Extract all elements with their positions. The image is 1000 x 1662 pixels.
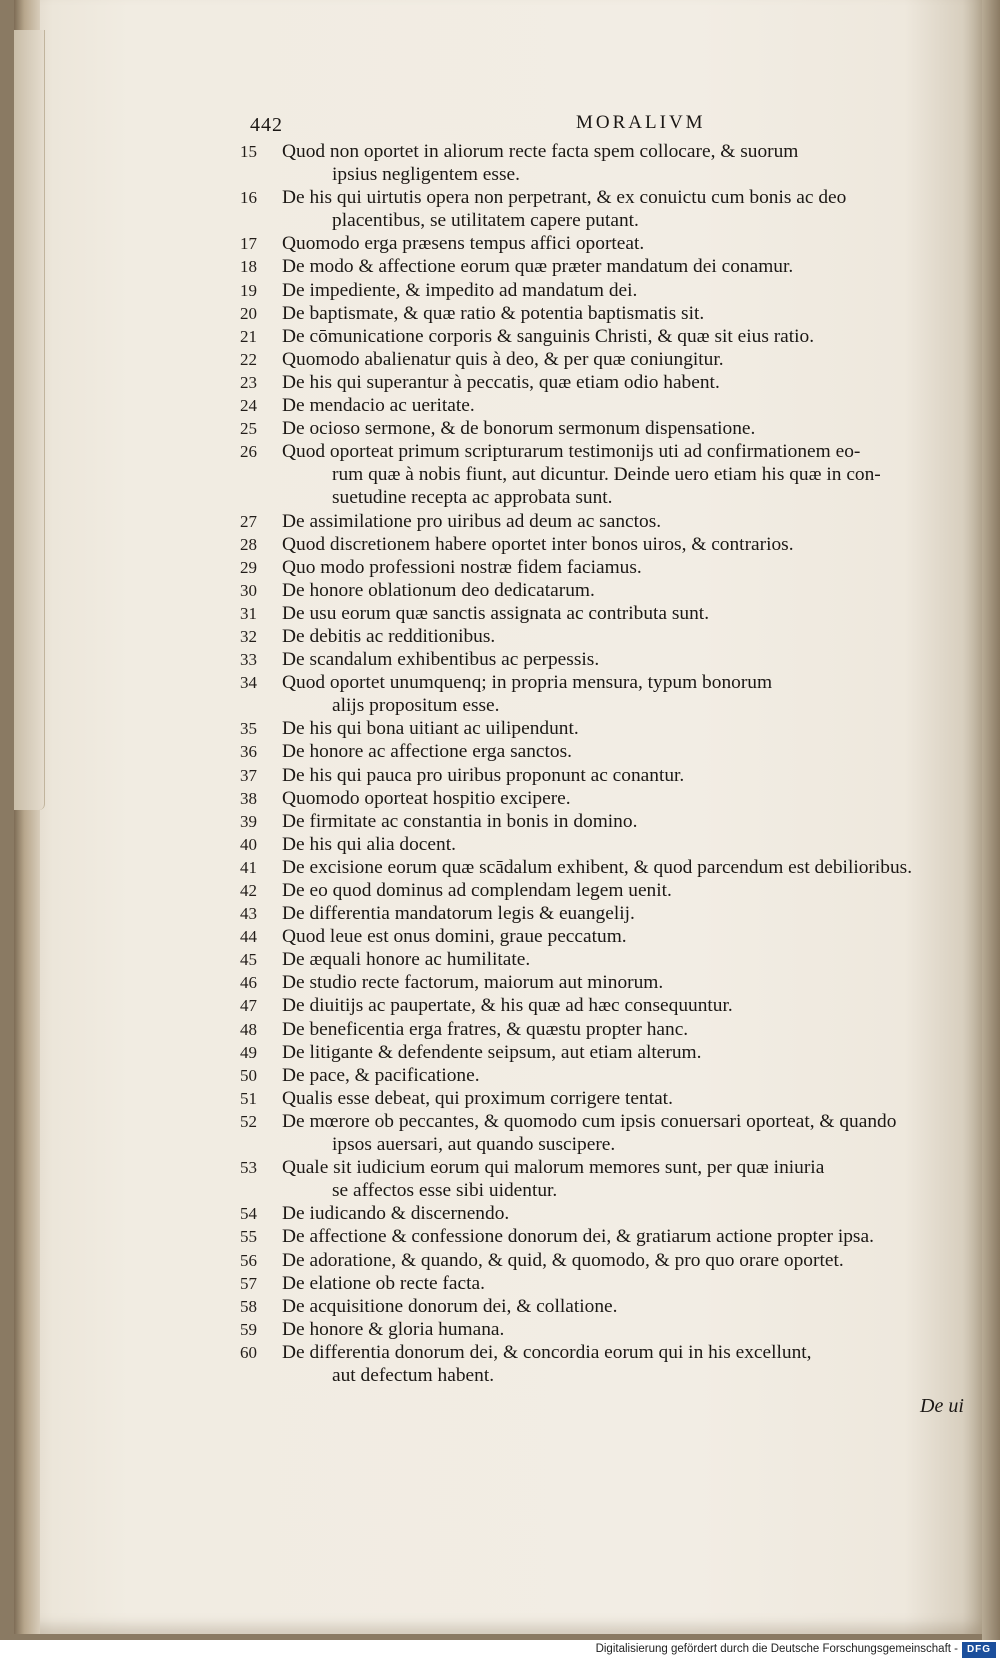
entry-number: 28: [240, 534, 257, 554]
list-item: [236, 764, 976, 787]
list-item: [236, 533, 976, 556]
list-item: [236, 810, 976, 833]
entry-text: [282, 394, 976, 417]
entry-number: 47: [240, 996, 257, 1016]
entry-number: 51: [240, 1088, 257, 1108]
entry-number: 18: [240, 257, 257, 277]
entry-line: Qualis esse debeat, qui proximum corrigere tentat.: [282, 1087, 673, 1109]
entry-line: De excisione eorum quæ scādalum exhibent, & quod parcendum est debilioribus.: [282, 856, 913, 878]
entry-line: De acquisitione donorum dei, & collatione.: [282, 1295, 618, 1317]
entry-number: 39: [240, 811, 257, 831]
list-item: [236, 394, 976, 417]
entry-text: [282, 140, 976, 186]
entry-number: 52: [240, 1111, 257, 1131]
list-item: [236, 510, 976, 533]
chapter-list: [236, 140, 976, 1387]
entry-number: 20: [240, 303, 257, 323]
entry-text: [282, 533, 976, 556]
list-item: [236, 1295, 976, 1318]
entry-number: 55: [240, 1227, 257, 1247]
entry-number: 36: [240, 742, 257, 762]
list-item: [236, 879, 976, 902]
entry-line: De beneficentia erga fratres, & quæstu propter hanc.: [282, 1018, 689, 1040]
entry-text: [282, 1272, 976, 1295]
entry-number: 33: [240, 650, 257, 670]
entry-continuation: placentibus, se utilitatem capere putant.: [332, 210, 639, 232]
entry-text: [282, 1341, 976, 1387]
entry-line: De scandalum exhibentibus ac perpessis.: [282, 649, 600, 671]
entry-line: De elatione ob recte facta.: [282, 1272, 485, 1294]
list-item: [236, 1041, 976, 1064]
entry-text: [282, 1225, 976, 1248]
entry-number: 44: [240, 927, 257, 947]
entry-text: [282, 440, 976, 509]
entry-text: [282, 740, 976, 763]
entry-number: 56: [240, 1250, 257, 1270]
entry-number: 48: [240, 1019, 257, 1039]
entry-continuation: ipsos auersari, aut quando suscipere.: [332, 1134, 616, 1156]
entry-line: De cōmunicatione corporis & sanguinis Christi, & quæ sit eius ratio.: [282, 325, 815, 347]
list-item: [236, 856, 976, 879]
entry-text: [282, 186, 976, 232]
entry-text: [282, 810, 976, 833]
list-item: [236, 671, 976, 717]
entry-line: De differentia donorum dei, & concordia eorum qui in his excellunt,: [282, 1341, 812, 1363]
list-item: [236, 1202, 976, 1225]
entry-line: De eo quod dominus ad complendam legem uenit.: [282, 880, 672, 901]
entry-line: De his qui alia docent.: [282, 833, 456, 855]
entry-text: [282, 371, 976, 394]
entry-line: De ocioso sermone, & de bonorum sermonum dispensatione.: [282, 418, 756, 440]
entry-number: 16: [240, 188, 257, 208]
entry-number: 35: [240, 719, 257, 739]
entry-number: 57: [240, 1273, 257, 1293]
dfg-logo: DFG: [962, 1642, 996, 1658]
entry-number: 60: [240, 1342, 257, 1362]
entry-text: [282, 417, 976, 440]
entry-text: [282, 255, 976, 278]
entry-line: Quod non oportet in aliorum recte facta spem collocare, & suorum: [282, 141, 799, 162]
list-item: [236, 1249, 976, 1272]
entry-number: 37: [240, 765, 257, 785]
list-item: [236, 255, 976, 278]
entry-text: [282, 1041, 976, 1064]
entry-text: [282, 879, 976, 902]
funding-credit: Digitalisierung gefördert durch die Deutsche Forschungsgemeinschaft -: [595, 1643, 958, 1655]
entry-number: 46: [240, 973, 257, 993]
entry-line: De his qui superantur à peccatis, quæ etiam odio habent.: [282, 371, 720, 393]
page-number: 442: [250, 114, 283, 136]
list-item: [236, 1318, 976, 1341]
entry-line: Quod oportet unumquenq; in propria mensura, typum bonorum: [282, 672, 773, 694]
entry-continuation: rum quæ à nobis fiunt, aut dicuntur. Deinde uero etiam his quæ in con-: [332, 464, 881, 486]
list-item: [236, 1064, 976, 1087]
entry-line: De modo & affectione eorum quæ præter mandatum dei conamur.: [282, 256, 794, 278]
list-item: [236, 1018, 976, 1041]
entry-number: 50: [240, 1065, 257, 1085]
binding-strip: [14, 30, 45, 810]
entry-number: 38: [240, 788, 257, 808]
entry-text: [282, 279, 976, 302]
entry-text: [282, 1295, 976, 1318]
entry-text: [282, 764, 976, 787]
entry-text: [282, 717, 976, 740]
entry-number: 34: [240, 673, 257, 693]
entry-text: [282, 325, 976, 348]
entry-text: [282, 671, 976, 717]
entry-number: 26: [240, 442, 257, 462]
running-title: MORALIVM: [576, 112, 706, 133]
entry-number: 27: [240, 511, 257, 531]
list-item: [236, 140, 976, 186]
entry-text: [282, 787, 976, 810]
entry-line: De firmitate ac constantia in bonis in domino.: [282, 810, 638, 832]
entry-line: Quo modo professioni nostræ fidem faciamus.: [282, 556, 642, 578]
entry-continuation: aut defectum habent.: [332, 1364, 495, 1386]
entry-number: 40: [240, 834, 257, 854]
entry-text: [282, 902, 976, 925]
entry-number: 24: [240, 396, 257, 416]
entry-text: [282, 1318, 976, 1341]
entry-number: 17: [240, 234, 257, 254]
entry-line: De pace, & pacificatione.: [282, 1064, 480, 1086]
list-item: [236, 948, 976, 971]
entry-number: 22: [240, 349, 257, 369]
entry-text: [282, 1018, 976, 1041]
entry-number: 59: [240, 1319, 257, 1339]
list-item: [236, 625, 976, 648]
list-item: [236, 371, 976, 394]
list-item: [236, 602, 976, 625]
entry-number: 19: [240, 280, 257, 300]
entry-line: De iudicando & discernendo.: [282, 1203, 510, 1225]
entry-line: De studio recte factorum, maiorum aut minorum.: [282, 972, 664, 994]
list-item: [236, 1225, 976, 1248]
list-item: [236, 302, 976, 325]
list-item: [236, 648, 976, 671]
entry-number: 21: [240, 326, 257, 346]
entry-line: De his qui bona uitiant ac uilipendunt.: [282, 718, 579, 740]
entry-number: 29: [240, 557, 257, 577]
catchword: De ui: [920, 1395, 964, 1417]
entry-number: 42: [240, 881, 257, 900]
entry-line: De usu eorum quæ sanctis assignata ac contributa sunt.: [282, 602, 710, 624]
list-item: [236, 787, 976, 810]
entry-text: [282, 348, 976, 371]
list-item: [236, 717, 976, 740]
entry-line: De differentia mandatorum legis & euangelij.: [282, 903, 635, 925]
list-item: [236, 740, 976, 763]
entry-number: 45: [240, 950, 257, 970]
list-item: [236, 1156, 976, 1202]
entry-line: De impediente, & impedito ad mandatum dei.: [282, 279, 638, 301]
entry-text: [282, 625, 976, 648]
list-item: [236, 417, 976, 440]
entry-text: [282, 971, 976, 994]
entry-number: 43: [240, 904, 257, 924]
entry-line: Quomodo oporteat hospitio excipere.: [282, 787, 571, 809]
entry-text: [282, 1249, 976, 1272]
entry-text: [282, 1064, 976, 1087]
entry-line: Quomodo erga præsens tempus affici oporteat.: [282, 233, 645, 255]
list-item: [236, 994, 976, 1017]
entry-number: 15: [240, 142, 257, 161]
entry-line: De honore & gloria humana.: [282, 1318, 505, 1340]
entry-line: De baptismate, & quæ ratio & potentia baptismatis sit.: [282, 302, 705, 324]
entry-number: 58: [240, 1296, 257, 1316]
list-item: [236, 925, 976, 948]
entry-line: Quod discretionem habere oportet inter bonos uiros, & contrarios.: [282, 533, 794, 555]
entry-line: De æquali honore ac humilitate.: [282, 949, 531, 971]
entry-text: [282, 994, 976, 1017]
entry-line: Quod oporteat primum scripturarum testimonijs uti ad confirmationem eo-: [282, 441, 861, 463]
entry-text: [282, 602, 976, 625]
entry-number: 31: [240, 603, 257, 623]
list-item: [236, 1087, 976, 1110]
page-edge: [982, 0, 1000, 1640]
entry-line: De litigante & defendente seipsum, aut etiam alterum.: [282, 1041, 702, 1063]
digitization-footer: [0, 1640, 1000, 1662]
entry-number: 32: [240, 626, 257, 646]
entry-number: 49: [240, 1042, 257, 1062]
entry-text: [282, 510, 976, 533]
entry-number: 53: [240, 1158, 257, 1178]
entry-text: [282, 556, 976, 579]
list-item: [236, 1110, 976, 1156]
entry-line: De honore oblationum deo dedicatarum.: [282, 579, 595, 601]
entry-line: De assimilatione pro uiribus ad deum ac sanctos.: [282, 510, 662, 532]
entry-text: [282, 302, 976, 325]
entry-number: 23: [240, 372, 257, 392]
list-item: [236, 556, 976, 579]
list-item: [236, 348, 976, 371]
entry-line: De his qui pauca pro uiribus proponunt ac conantur.: [282, 764, 685, 786]
entry-number: 25: [240, 419, 257, 439]
list-item: [236, 902, 976, 925]
entry-text: [282, 833, 976, 856]
entry-text: [282, 648, 976, 671]
entry-line: Quomodo abalienatur quis à deo, & per quæ coniungitur.: [282, 348, 724, 370]
entry-text: [282, 1087, 976, 1110]
entry-line: Quale sit iudicium eorum qui malorum memores sunt, per quæ iniuria: [282, 1157, 825, 1179]
list-item: [236, 1272, 976, 1295]
entry-continuation: alijs propositum esse.: [332, 695, 500, 717]
list-item: [236, 440, 976, 509]
entry-text: [282, 856, 976, 879]
entry-text: [282, 925, 976, 948]
entry-line: De affectione & confessione donorum dei, & gratiarum actione propter ipsa.: [282, 1226, 874, 1248]
running-head: [240, 108, 940, 138]
entry-line: De debitis ac redditionibus.: [282, 625, 496, 647]
list-item: [236, 579, 976, 602]
list-item: [236, 971, 976, 994]
list-item: [236, 833, 976, 856]
list-item: [236, 279, 976, 302]
entry-number: 41: [240, 857, 257, 877]
entry-continuation: ipsius negligentem esse.: [332, 164, 520, 186]
entry-line: De mendacio ac ueritate.: [282, 395, 475, 417]
entry-text: [282, 1110, 976, 1156]
entry-line: De mœrore ob peccantes, & quomodo cum ipsis conuersari oporteat, & quando: [282, 1110, 897, 1132]
entry-line: De diuitijs ac paupertate, & his quæ ad hæc consequuntur.: [282, 995, 733, 1017]
entry-text: [282, 1156, 976, 1202]
list-item: [236, 325, 976, 348]
entry-text: [282, 948, 976, 971]
entry-text: [282, 579, 976, 602]
entry-text: [282, 1202, 976, 1225]
entry-number: 54: [240, 1204, 257, 1224]
list-item: [236, 186, 976, 232]
entry-line: De honore ac affectione erga sanctos.: [282, 741, 573, 763]
entry-line: De adoratione, & quando, & quid, & quomodo, & pro quo orare oportet.: [282, 1249, 844, 1271]
entry-continuation: suetudine recepta ac approbata sunt.: [332, 487, 613, 509]
entry-number: 30: [240, 580, 257, 600]
entry-continuation: se affectos esse sibi uidentur.: [332, 1180, 558, 1202]
list-item: [236, 1341, 976, 1387]
list-item: [236, 232, 976, 255]
entry-line: Quod leue est onus domini, graue peccatum.: [282, 926, 627, 948]
entry-text: [282, 232, 976, 255]
entry-line: De his qui uirtutis opera non perpetrant, & ex conuictu cum bonis ac deo: [282, 187, 847, 209]
